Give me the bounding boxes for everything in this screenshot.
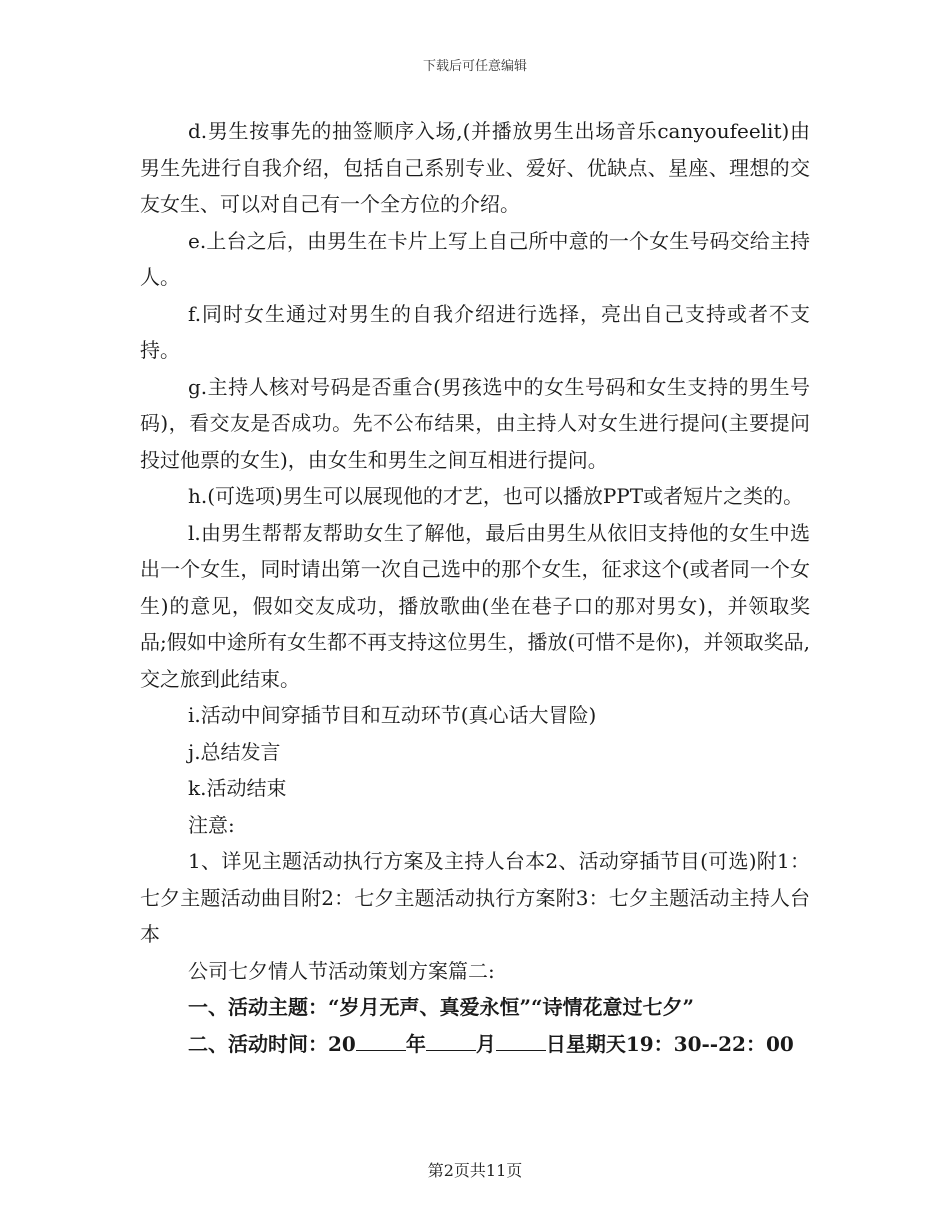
paragraph-j: j.总结发言 [188,739,281,764]
activity-time-suffix: 日星期天19：30--22：00 [545,1031,794,1056]
paragraph-g: g.主持人核对号码是否重合(男孩选中的女生号码和女生支持的男生号码)，看交友是否成功。先不公布结果，由主持人对女生进行提问(主要提问投过他票的女生)，由女生和男生之间互相进行提问。 [140,374,810,472]
page-footer: 第2页共11页 [427,1161,523,1180]
day-blank [496,1028,546,1051]
year-blank [356,1028,406,1051]
paragraph-i: i.活动中间穿插节目和互动环节(真心话大冒险) [188,703,597,727]
paragraph-d: d.男生按事先的抽签顺序入场,(并播放男生出场音乐canyoufeelit)由男生先进行自我介绍，包括自己系别专业、爱好、优缺点、星座、理想的交友女生、可以对自己有一个全方位的介绍。 [140,119,810,216]
month-label: 月 [475,1031,496,1056]
document-body [140,113,810,1062]
paragraph-h: h.(可选项)男生可以展现他的才艺，也可以播放PPT或者短片之类的。 [188,484,804,508]
paragraph-k: k.活动结束 [188,776,287,800]
paragraph-f: f.同时女生通过对男生的自我介绍进行选择，亮出自己支持或者不支持。 [140,301,810,362]
note-heading: 注意: [188,812,235,837]
paragraph-notes: 1、详见主题活动执行方案及主持人台本2、活动穿插节目(可选)附1：七夕主题活动曲目附2：七夕主题活动执行方案附3：七夕主题活动主持人台本 [140,849,810,946]
year-label: 年 [405,1031,426,1056]
paragraph-e: e.上台之后，由男生在卡片上写上自己所中意的一个女生号码交给主持人。 [140,228,810,289]
month-blank [426,1028,476,1051]
activity-time [140,1026,810,1063]
paragraph-l: l.由男生帮帮友帮助女生了解他，最后由男生从依旧支持他的女生中选出一个女生，同时请出第一次自己选中的那个女生，征求这个(或者同一个女生)的意见，假如交友成功，播放歌曲(坐在巷子口的那对男女)，并领取奖品;假如中途所有女生都不再支持这位男生，播放(可惜不是你)，并领取奖品,交之旅到此结束。 [140,520,810,691]
activity-time-prefix: 二、活动时间：20 [188,1031,356,1056]
page-header: 下载后可任意编辑 [422,59,527,74]
section-title-part-two: 公司七夕情人节活动策划方案篇二: [188,958,495,983]
activity-theme: 一、活动主题：“岁月无声、真爱永恒”“诗情花意过七夕” [188,995,695,1019]
